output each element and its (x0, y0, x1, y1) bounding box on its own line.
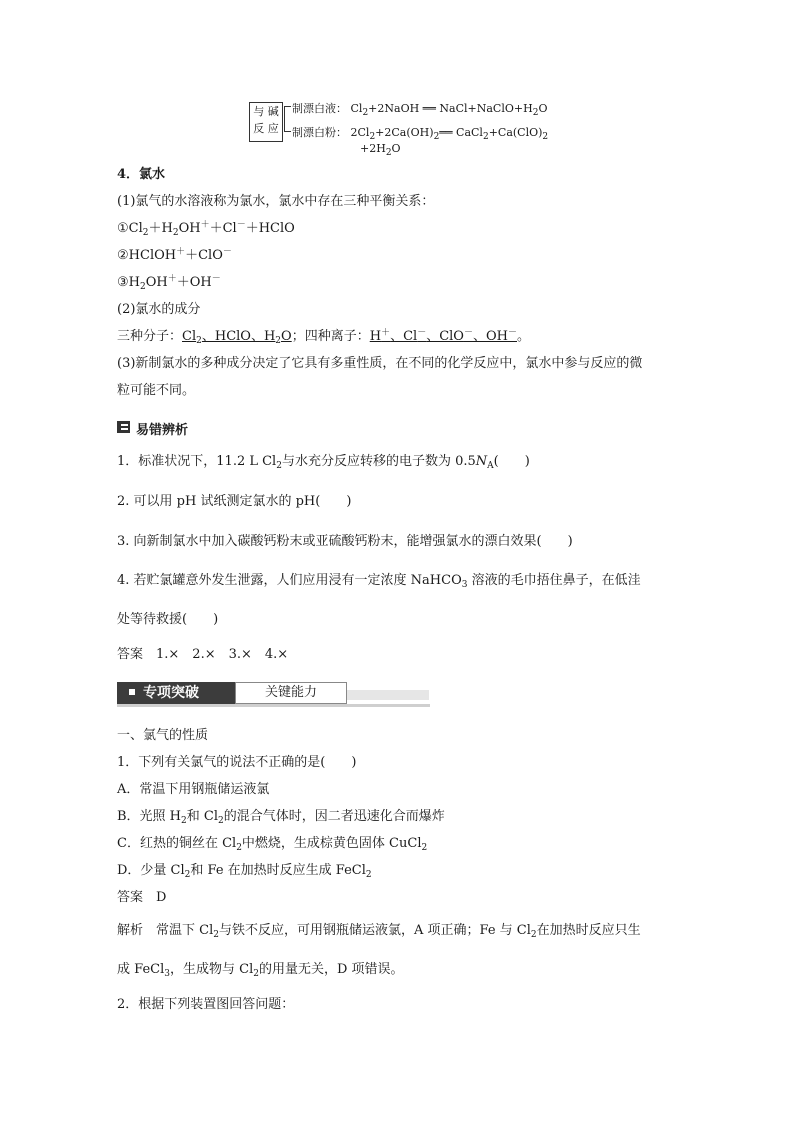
box-label-line2: 反 应 (253, 122, 279, 135)
error-answers: 答案 1.× 2.× 3.× 4.× (117, 647, 289, 662)
paragraph-molecules-ions: 三种分子：$Cl_2$、HClO、$H_2O$；四种离子：H＋、Cl－、ClO－、OH－。 (117, 328, 531, 346)
option-a: A．常温下用钢瓶储运液氯 (117, 782, 270, 797)
bleach-powder-row (292, 124, 548, 140)
equation-1: $①Cl_2+H_2O​H^++Cl^-+HClO$ (117, 220, 295, 238)
bleach-liquid-formula: $Cl_2+2NaOH$ ══ $NaCl+NaClO+H_2O$ (350, 102, 548, 118)
part-heading-chlorine-properties: 一、氯气的性质 (117, 728, 209, 743)
reaction-type-box (249, 102, 283, 142)
analysis-line2: 成 FeCl$_3$，生成物与 $Cl_2$的用量无关，D 项错误。 (117, 962, 404, 979)
error-analysis-icon (117, 421, 130, 433)
banner-shadow (117, 704, 430, 707)
error-question-3: 3. 向新制氯水中加入碳酸钙粉末或亚硫酸钙粉末，能增强氯水的漂白效果( ) (117, 534, 573, 549)
equation-3: $③H_2O​H^++OH^-$ (117, 274, 221, 292)
error-question-2: 2. 可以用 pH 试纸测定氯水的 pH( ) (117, 494, 352, 509)
equation-2: ②HClO​H＋＋ClO－ (117, 247, 232, 263)
option-c: C．红热的铜丝在 $Cl_2$中燃烧，生成棕黄色固体 CuCl$_2$ (117, 836, 428, 853)
section-heading-chlorine-water: 4．氯水 (117, 167, 166, 182)
error-question-1: 1．标准状况下，11.2 L $Cl_2$与水充分反应转移的电子数为 $0.5N_A$( ) (117, 454, 530, 471)
section-banner (117, 682, 430, 706)
answer-1: 答案 D (117, 890, 167, 905)
square-bullet-icon (129, 689, 135, 695)
paragraph-properties-line1: (3)新制氯水的多种成分决定了它具有多重性质，在不同的化学反应中，氯水中参与反应的微 (117, 356, 643, 371)
option-b: B．光照 $H_2$和 $Cl_2$的混合气体时，因二者迅速化合而爆炸 (117, 809, 445, 826)
bleach-powder-formula: $2Cl_2+2Ca(OH)_2══$ $CaCl_2+Ca(ClO)_2$ (350, 126, 549, 142)
bleach-liquid-label: 制漂白液： (292, 102, 347, 115)
paragraph-components: (2)氯水的成分 (117, 302, 201, 317)
bleach-liquid-row (292, 100, 547, 116)
analysis-line1: 解析 常温下 $Cl_2$与铁不反应，可用钢瓶储运液氯，A 项正确；Fe 与 $Cl_2$在加热时反应只生 (117, 923, 641, 940)
question-2: 2．根据下列装置图回答问题： (117, 997, 295, 1012)
error-analysis-heading: 易错辨析 (136, 423, 189, 438)
error-question-4-line1: 4. 若贮氯罐意外发生泄露，人们应用浸有一定浓度 NaHCO$_3$ 溶液的毛巾捂住鼻子，在低洼 (117, 573, 641, 590)
banner-tail (347, 690, 429, 700)
box-label-line1: 与 碱 (253, 105, 279, 118)
question-1: 1．下列有关氯气的说法不正确的是( ) (117, 755, 357, 770)
banner-special-breakthrough (117, 682, 235, 704)
banner-key-ability: 关键能力 (235, 682, 347, 704)
option-d: D．少量 $Cl_2$和 Fe 在加热时反应生成 FeCl$_2$ (117, 863, 372, 880)
banner-dark-label: 专项突破 (143, 685, 199, 701)
bracket-divider (284, 106, 291, 132)
paragraph-properties-line2: 粒可能不同。 (117, 383, 196, 398)
error-question-4-line2: 处等待救援( ) (117, 612, 219, 627)
paragraph-equilibria: (1)氯气的水溶液称为氯水，氯水中存在三种平衡关系： (117, 194, 435, 209)
bleach-powder-formula-cont: $+2H_2O$ (360, 142, 401, 158)
bleach-powder-label: 制漂白粉： (292, 126, 347, 139)
